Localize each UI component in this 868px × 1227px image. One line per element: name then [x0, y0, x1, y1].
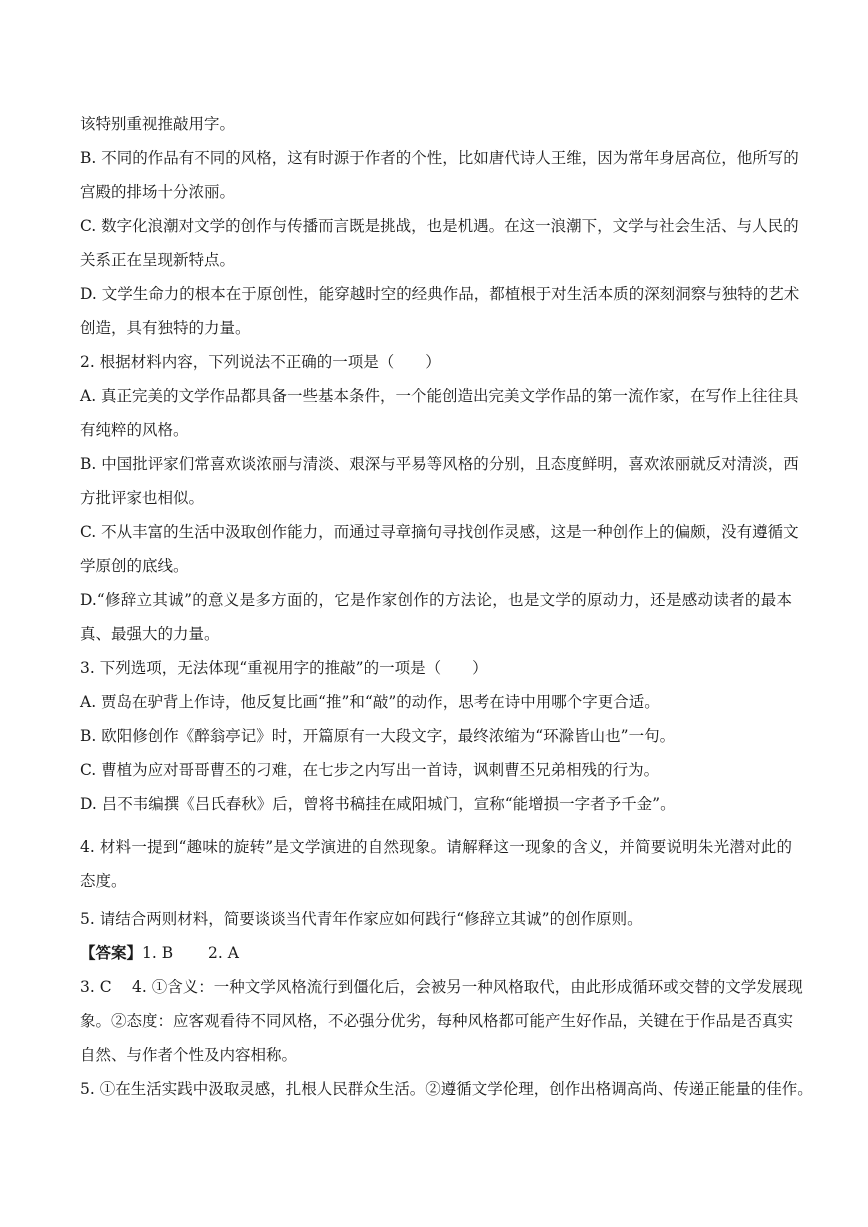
q2-option-b: B. 中国批评家们常喜欢谈浓丽与清淡、艰深与平易等风格的分别，且态度鲜明，喜欢浓丽就反对清淡，西	[80, 455, 799, 473]
option-c-line: C. 数字化浪潮对文学的创作与传播而言既是挑战，也是机遇。在这一浪潮下，文学与社会生活、与人民的	[80, 217, 799, 235]
text-line: 方批评家也相似。	[80, 489, 205, 507]
answer-5: 5. ①在生活实践中汲取灵感，扎根人民群众生活。②遵循文学伦理，创作出格调高尚、传递正能量的佳作。	[80, 1080, 813, 1098]
answer-tag: 【答案】	[80, 943, 143, 962]
answer-4-line: 4. ①含义：一种文学风格流行到僵化后，会被另一种风格取代，由此形成循环或交替的文学发展现	[132, 978, 803, 996]
text-line: 学原创的底线。	[80, 557, 189, 575]
q2-option-d: D.“修辞立其诚”的意义是多方面的，它是作家创作的方法论，也是文学的原动力，还是感动读者的最本	[80, 591, 792, 609]
q2-option-a: A. 真正完美的文学作品都具备一些基本条件，一个能创造出完美文学作品的第一流作家，在写作上往往具	[80, 387, 799, 405]
q3-option-a: A. 贾岛在驴背上作诗，他反复比画“推”和“敲”的动作，思考在诗中用哪个字更合适。	[80, 693, 660, 711]
text-line: 有纯粹的风格。	[80, 421, 189, 439]
text-line: 宫殿的排场十分浓丽。	[80, 183, 236, 201]
answer-2: 2. A	[208, 944, 239, 962]
answer-3: 3. C	[80, 978, 112, 996]
text-line: 态度。	[80, 872, 127, 890]
answer-4-line: 自然、与作者个性及内容相称。	[80, 1046, 298, 1064]
answer-4-line: 象。②态度：应客观看待不同风格，不必强分优劣，每种风格都可能产生好作品，关键在于作品是否真实	[80, 1012, 794, 1030]
q3-option-c: C. 曹植为应对哥哥曹丕的刁难，在七步之内写出一首诗，讽刺曹丕兄弟相残的行为。	[80, 761, 660, 779]
question-3: 3. 下列选项，无法体现“重视用字的推敲”的一项是（ ）	[80, 659, 488, 677]
text-line: 创造，具有独特的力量。	[80, 319, 251, 337]
question-5: 5. 请结合两则材料，简要谈谈当代青年作家应如何践行“修辞立其诚”的创作原则。	[80, 910, 643, 928]
answer-1: 1. B	[142, 944, 174, 962]
q3-option-b: B. 欧阳修创作《醉翁亭记》时，开篇原有一大段文字，最终浓缩为“环滁皆山也”一句。	[80, 727, 676, 745]
question-2: 2. 根据材料内容，下列说法不正确的一项是（ ）	[80, 353, 441, 371]
option-d-line: D. 文学生命力的根本在于原创性，能穿越时空的经典作品，都植根于对生活本质的深刻洞察与独特的艺术	[80, 285, 800, 303]
text-line: 真、最强大的力量。	[80, 625, 220, 643]
question-4: 4. 材料一提到“趣味的旋转”是文学演进的自然现象。请解释这一现象的含义，并简要说明朱光潜对此的	[80, 838, 792, 856]
answer-row	[80, 942, 173, 964]
q3-option-d: D. 吕不韦编撰《吕氏春秋》后，曾将书稿挂在咸阳城门，宣称“能增损一字者予千金”。	[80, 795, 676, 813]
option-b-line: B. 不同的作品有不同的风格，这有时源于作者的个性，比如唐代诗人王维，因为常年身居高位，他所写的	[80, 149, 799, 167]
text-line: 关系正在呈现新特点。	[80, 251, 236, 269]
text-line: 该特别重视推敲用字。	[80, 115, 236, 133]
q2-option-c: C. 不从丰富的生活中汲取创作能力，而通过寻章摘句寻找创作灵感，这是一种创作上的偏颇，没有遵循文	[80, 523, 799, 541]
